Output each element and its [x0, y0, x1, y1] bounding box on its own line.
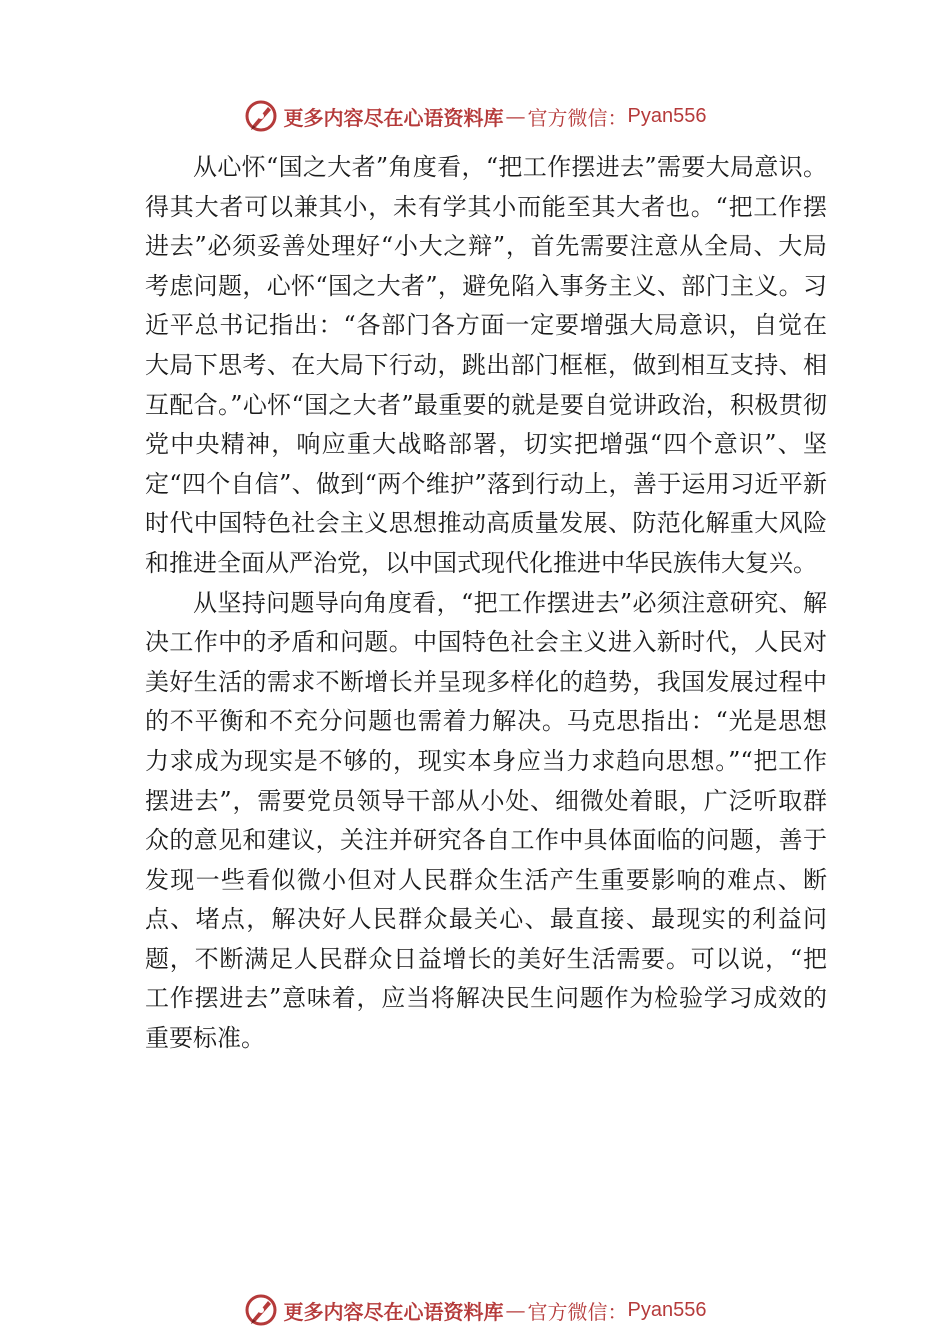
- footer-subtitle: 官方微信：: [527, 1299, 628, 1324]
- header-dash: —: [505, 104, 526, 128]
- document-body: [145, 148, 827, 1059]
- header-subtitle: 官方微信：: [527, 105, 628, 130]
- footer-banner: [0, 1290, 950, 1330]
- header-wechat-id: Pyan556: [627, 104, 707, 127]
- header-banner: [0, 96, 950, 136]
- footer-title: 更多内容尽在心语资料库: [283, 1299, 504, 1324]
- header-title: 更多内容尽在心语资料库: [283, 105, 504, 130]
- quill-pen-circle-logo-icon: [244, 1293, 278, 1327]
- paragraph-2: 从坚持问题导向角度看，“把工作摆进去”必须注意研究、解决工作中的矛盾和问题。中国特色社会主义进入新时代，人民对美好生活的需求不断增长并呈现多样化的趋势，我国发展过程中的不平衡和不充分问题也需着力解决。马克思指出：“光是思想力求成为现实是不够的，现实本身应当力求趋向思想。”“把工作摆进去”，需要党员领导干部从小处、细微处着眼，广泛听取群众的意见和建议，关注并研究各自工作中具体面临的问题，善于发现一些看似微小但对人民群众生活产生重要影响的难点、断点、堵点，解决好人民群众最关心、最直接、最现实的利益问题，不断满足人民群众日益增长的美好生活需要。可以说，“把工作摆进去”意味着，应当将解决民生问题作为检验学习成效的重要标准。: [145, 588, 827, 1053]
- quill-pen-circle-logo-icon: [244, 99, 278, 133]
- footer-dash: —: [505, 1298, 526, 1322]
- footer-wechat-id: Pyan556: [627, 1298, 707, 1321]
- paragraph-1: 从心怀“国之大者”角度看，“把工作摆进去”需要大局意识。得其大者可以兼其小，未有学其小而能至其大者也。“把工作摆进去”必须妥善处理好“小大之辩”，首先需要注意从全局、大局考虑问题，心怀“国之大者”，避免陷入事务主义、部门主义。习近平总书记指出：“各部门各方面一定要增强大局意识，自觉在大局下思考、在大局下行动，跳出部门框框，做到相互支持、相互配合。”心怀“国之大者”最重要的就是要自觉讲政治，积极贯彻党中央精神，响应重大战略部署，切实把增强“四个意识”、坚定“四个自信”、做到“两个维护”落到行动上，善于运用习近平新时代中国特色社会主义思想推动高质量发展、防范化解重大风险和推进全面从严治党，以中国式现代化推进中华民族伟大复兴。: [145, 153, 827, 577]
